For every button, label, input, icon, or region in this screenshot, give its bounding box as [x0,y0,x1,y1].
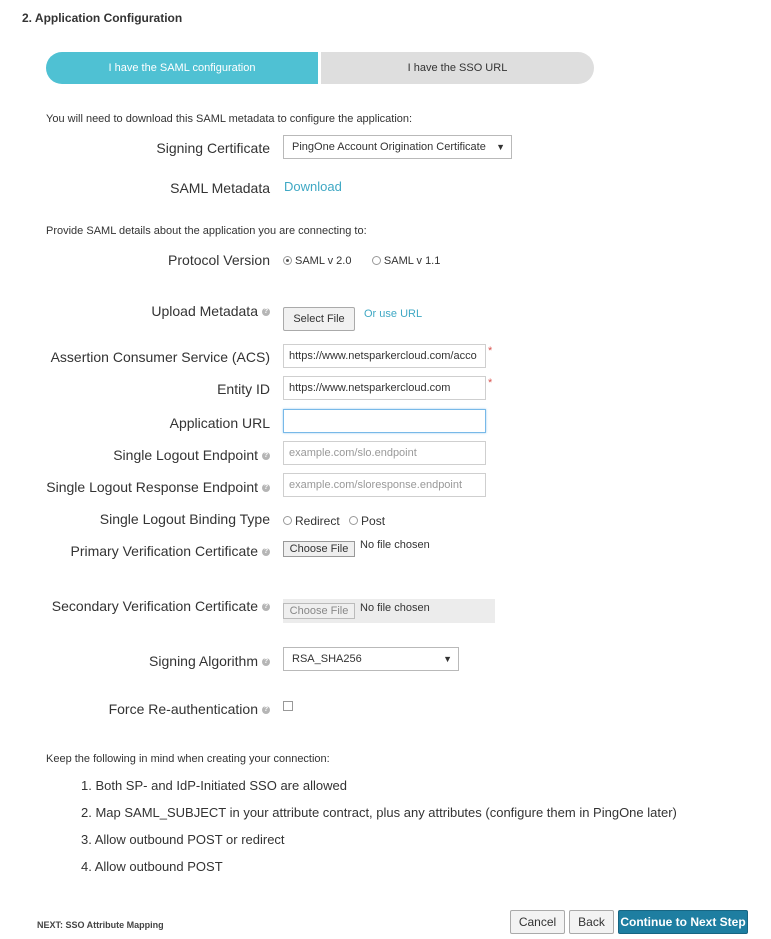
slo-response-input[interactable]: example.com/sloresponse.endpoint [283,473,486,497]
secondary-cert-status: No file chosen [360,602,430,614]
chevron-down-icon: ▼ [496,142,505,152]
signing-algorithm-label-row [0,653,270,669]
help-icon[interactable]: ? [263,706,269,714]
provide-intro: Provide SAML details about the application you are connecting to: [46,225,367,237]
signing-algorithm-select[interactable] [283,647,459,671]
signing-certificate-value: PingOne Account Origination Certificate [292,141,486,153]
post-label: Post [361,513,386,528]
application-url-input[interactable] [283,409,486,433]
force-reauth-checkbox[interactable] [283,701,293,711]
select-file-button[interactable]: Select File [283,307,355,331]
download-intro: You will need to download this SAML metadata to configure the application: [46,113,413,125]
next-step-label: NEXT: SSO Attribute Mapping [37,920,164,930]
saml-v11-radio[interactable] [372,256,381,265]
application-url-label: Application URL [169,415,270,431]
force-reauth-label: Force Re-authentication [108,701,258,717]
acs-input[interactable]: https://www.netsparkercloud.com/acco [283,344,486,368]
protocol-version-label: Protocol Version [168,252,270,268]
redirect-label: Redirect [295,513,340,528]
redirect-radio[interactable] [283,516,292,525]
saml-v2-label: SAML v 2.0 [295,254,352,267]
acs-label: Assertion Consumer Service (ACS) [50,349,270,365]
signing-algorithm-label: Signing Algorithm [149,653,258,669]
help-icon[interactable]: ? [263,603,269,611]
saml-metadata-label: SAML Metadata [170,180,270,196]
protocol-version-group [283,252,440,270]
entity-id-label: Entity ID [217,381,270,397]
primary-cert-label: Primary Verification Certificate [70,543,258,559]
required-marker: * [488,377,493,389]
help-icon[interactable]: ? [263,548,269,556]
slo-response-label-row [0,479,270,495]
required-marker: * [488,345,493,357]
cancel-button[interactable]: Cancel [510,910,565,934]
secondary-cert-label-row [0,598,270,614]
note-item: 4. Allow outbound POST [81,859,223,874]
download-metadata-link[interactable]: Download [284,179,342,194]
primary-cert-status: No file chosen [360,539,430,551]
note-item: 3. Allow outbound POST or redirect [81,832,285,847]
config-mode-toggle [46,52,594,84]
note-item: 2. Map SAML_SUBJECT in your attribute contract, plus any attributes (configure them in PingOne later) [81,805,677,820]
signing-algorithm-value: RSA_SHA256 [292,653,362,665]
help-icon[interactable]: ? [263,308,269,316]
saml-v11-label: SAML v 1.1 [383,254,441,267]
slo-endpoint-input[interactable]: example.com/slo.endpoint [283,441,486,465]
slo-endpoint-label-row [0,447,270,463]
saml-config-tab[interactable]: I have the SAML configuration [46,52,318,84]
saml-v2-radio[interactable] [283,256,292,265]
signing-certificate-select[interactable] [283,135,512,159]
section-title: 2. Application Configuration [22,11,183,25]
use-url-link[interactable]: Or use URL [364,308,423,320]
sso-url-tab[interactable]: I have the SSO URL [321,52,594,84]
secondary-cert-choose-file-button[interactable]: Choose File [283,603,355,619]
secondary-cert-label: Secondary Verification Certificate [51,598,258,614]
slo-response-label: Single Logout Response Endpoint [46,479,258,495]
signing-certificate-label: Signing Certificate [156,140,270,156]
help-icon[interactable]: ? [263,484,269,492]
help-icon[interactable]: ? [263,452,269,460]
slo-binding-group [283,513,385,528]
slo-binding-label: Single Logout Binding Type [99,511,270,527]
force-reauth-label-row [0,701,270,717]
help-icon[interactable]: ? [263,658,269,666]
post-radio[interactable] [349,516,358,525]
chevron-down-icon: ▼ [443,654,452,664]
entity-id-input[interactable]: https://www.netsparkercloud.com [283,376,486,400]
continue-button[interactable]: Continue to Next Step [618,910,748,934]
note-item: 1. Both SP- and IdP-Initiated SSO are allowed [81,778,347,793]
back-button[interactable]: Back [569,910,614,934]
slo-endpoint-label: Single Logout Endpoint [113,447,258,463]
primary-cert-label-row [0,543,270,559]
primary-cert-choose-file-button[interactable]: Choose File [283,541,355,557]
notes-intro: Keep the following in mind when creating your connection: [46,753,330,765]
upload-metadata-label-row [0,303,270,319]
upload-metadata-label: Upload Metadata [151,303,258,319]
